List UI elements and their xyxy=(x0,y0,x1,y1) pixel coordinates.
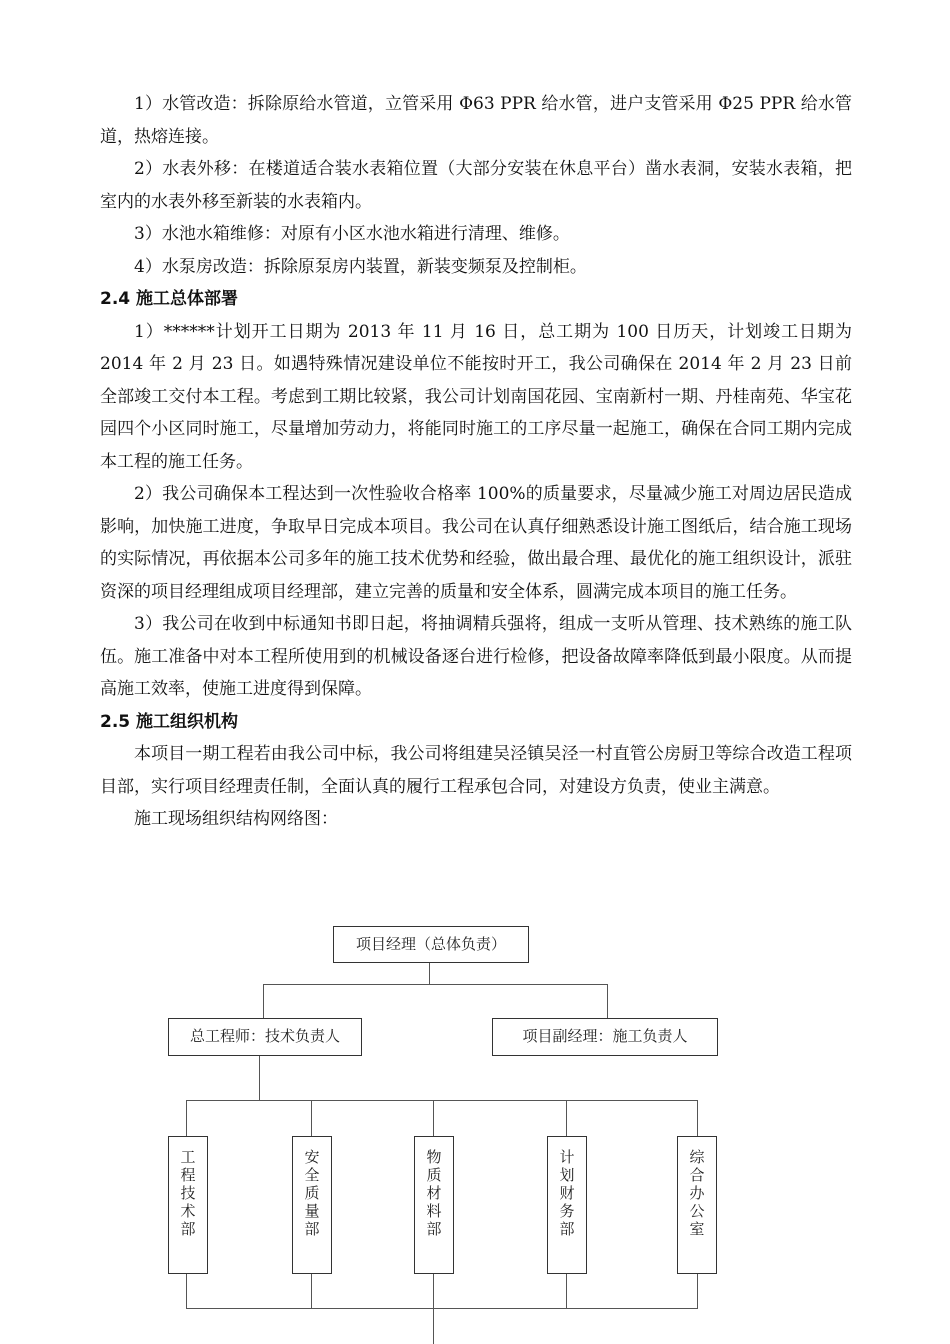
connector-line xyxy=(566,1274,567,1309)
org-box-engineering-dept: 工程技术部 xyxy=(168,1136,208,1274)
connector-line xyxy=(697,1100,698,1136)
paragraph-water-tank: 3）水池水箱维修：对原有小区水池水箱进行清理、维修。 xyxy=(134,224,570,244)
connector-line xyxy=(607,984,608,1018)
connector-line xyxy=(566,1100,567,1136)
org-box-deputy-manager: 项目副经理：施工负责人 xyxy=(492,1018,718,1056)
connector-line xyxy=(263,984,608,985)
connector-line xyxy=(186,1308,698,1309)
connector-line xyxy=(311,1274,312,1309)
paragraph-team: 3）我公司在收到中标通知书即日起，将抽调精兵强将，组成一支听从管理、技术熟练的施工队伍。施工准备中对本工程所使用到的机械设备逐台进行检修，把设备故障率降低到最小限度。从而提高施工效率，使施工进度得到保障。 xyxy=(100,614,852,699)
connector-line xyxy=(429,963,430,984)
org-box-materials-dept: 物质材料部 xyxy=(414,1136,454,1274)
section-heading-2-4: 2.4 施工总体部署 xyxy=(100,289,239,309)
paragraph-water-meter: 2）水表外移：在楼道适合装水表箱位置（大部分安装在休息平台）凿水表洞，安装水表箱，把室内的水表外移至新装的水表箱内。 xyxy=(100,159,852,212)
paragraph-organization: 本项目一期工程若由我公司中标，我公司将组建吴泾镇吴泾一村直管公房厨卫等综合改造工程项目部，实行项目经理责任制，全面认真的履行工程承包合同，对建设方负责，使业主满意。 xyxy=(100,744,852,797)
connector-line xyxy=(259,1056,260,1100)
connector-line xyxy=(433,1274,434,1344)
connector-line xyxy=(186,1100,698,1101)
connector-line xyxy=(311,1100,312,1136)
paragraph-chart-caption: 施工现场组织结构网络图： xyxy=(134,809,338,829)
paragraph-schedule: 1）******计划开工日期为 2013 年 11 月 16 日，总工期为 100 日历天，计划竣工日期为 2014 年 2 月 23 日。如遇特殊情况建设单位不能按时开工，我公司确保在 2014 年 2 月 23 日前全部竣工交付本工程。考虑到工期比较紧，我公司计划南国花园、宝南新村一期、丹桂南苑、华宝花园四个小区同时施工，尽量增加劳动力，将能同时施工的工序尽量一起施工，确保在合同工期内完成本工程的施工任务。 xyxy=(100,321,852,472)
connector-line xyxy=(433,1100,434,1136)
paragraph-pump-room: 4）水泵房改造：拆除原泵房内装置，新装变频泵及控制柜。 xyxy=(134,256,587,277)
connector-line xyxy=(186,1100,187,1136)
connector-line xyxy=(263,984,264,1018)
org-box-safety-quality-dept: 安全质量部 xyxy=(292,1136,332,1274)
connector-line xyxy=(186,1274,187,1309)
org-box-general-office: 综合办公室 xyxy=(677,1136,717,1274)
org-box-finance-dept: 计划财务部 xyxy=(547,1136,587,1274)
org-box-chief-engineer: 总工程师：技术负责人 xyxy=(168,1018,362,1056)
section-heading-2-5: 2.5 施工组织机构 xyxy=(100,711,239,732)
connector-line xyxy=(697,1274,698,1309)
paragraph-quality: 2）我公司确保本工程达到一次性验收合格率 100%的质量要求，尽量减少施工对周边居民造成影响，加快施工进度，争取早日完成本项目。我公司在认真仔细熟悉设计施工图纸后，结合施工现场的实际情况，再依据本公司多年的施工技术优势和经验，做出最合理、最优化的施工组织设计，派驻资深的项目经理组成项目经理部，建立完善的质量和安全体系，圆满完成本项目的施工任务。 xyxy=(100,484,852,602)
paragraph-water-pipe: 1）水管改造：拆除原给水管道，立管采用 Φ63 PPR 给水管，进户支管采用 Φ25 PPR 给水管道，热熔连接。 xyxy=(100,94,852,147)
org-box-project-manager: 项目经理（总体负责） xyxy=(333,926,529,963)
